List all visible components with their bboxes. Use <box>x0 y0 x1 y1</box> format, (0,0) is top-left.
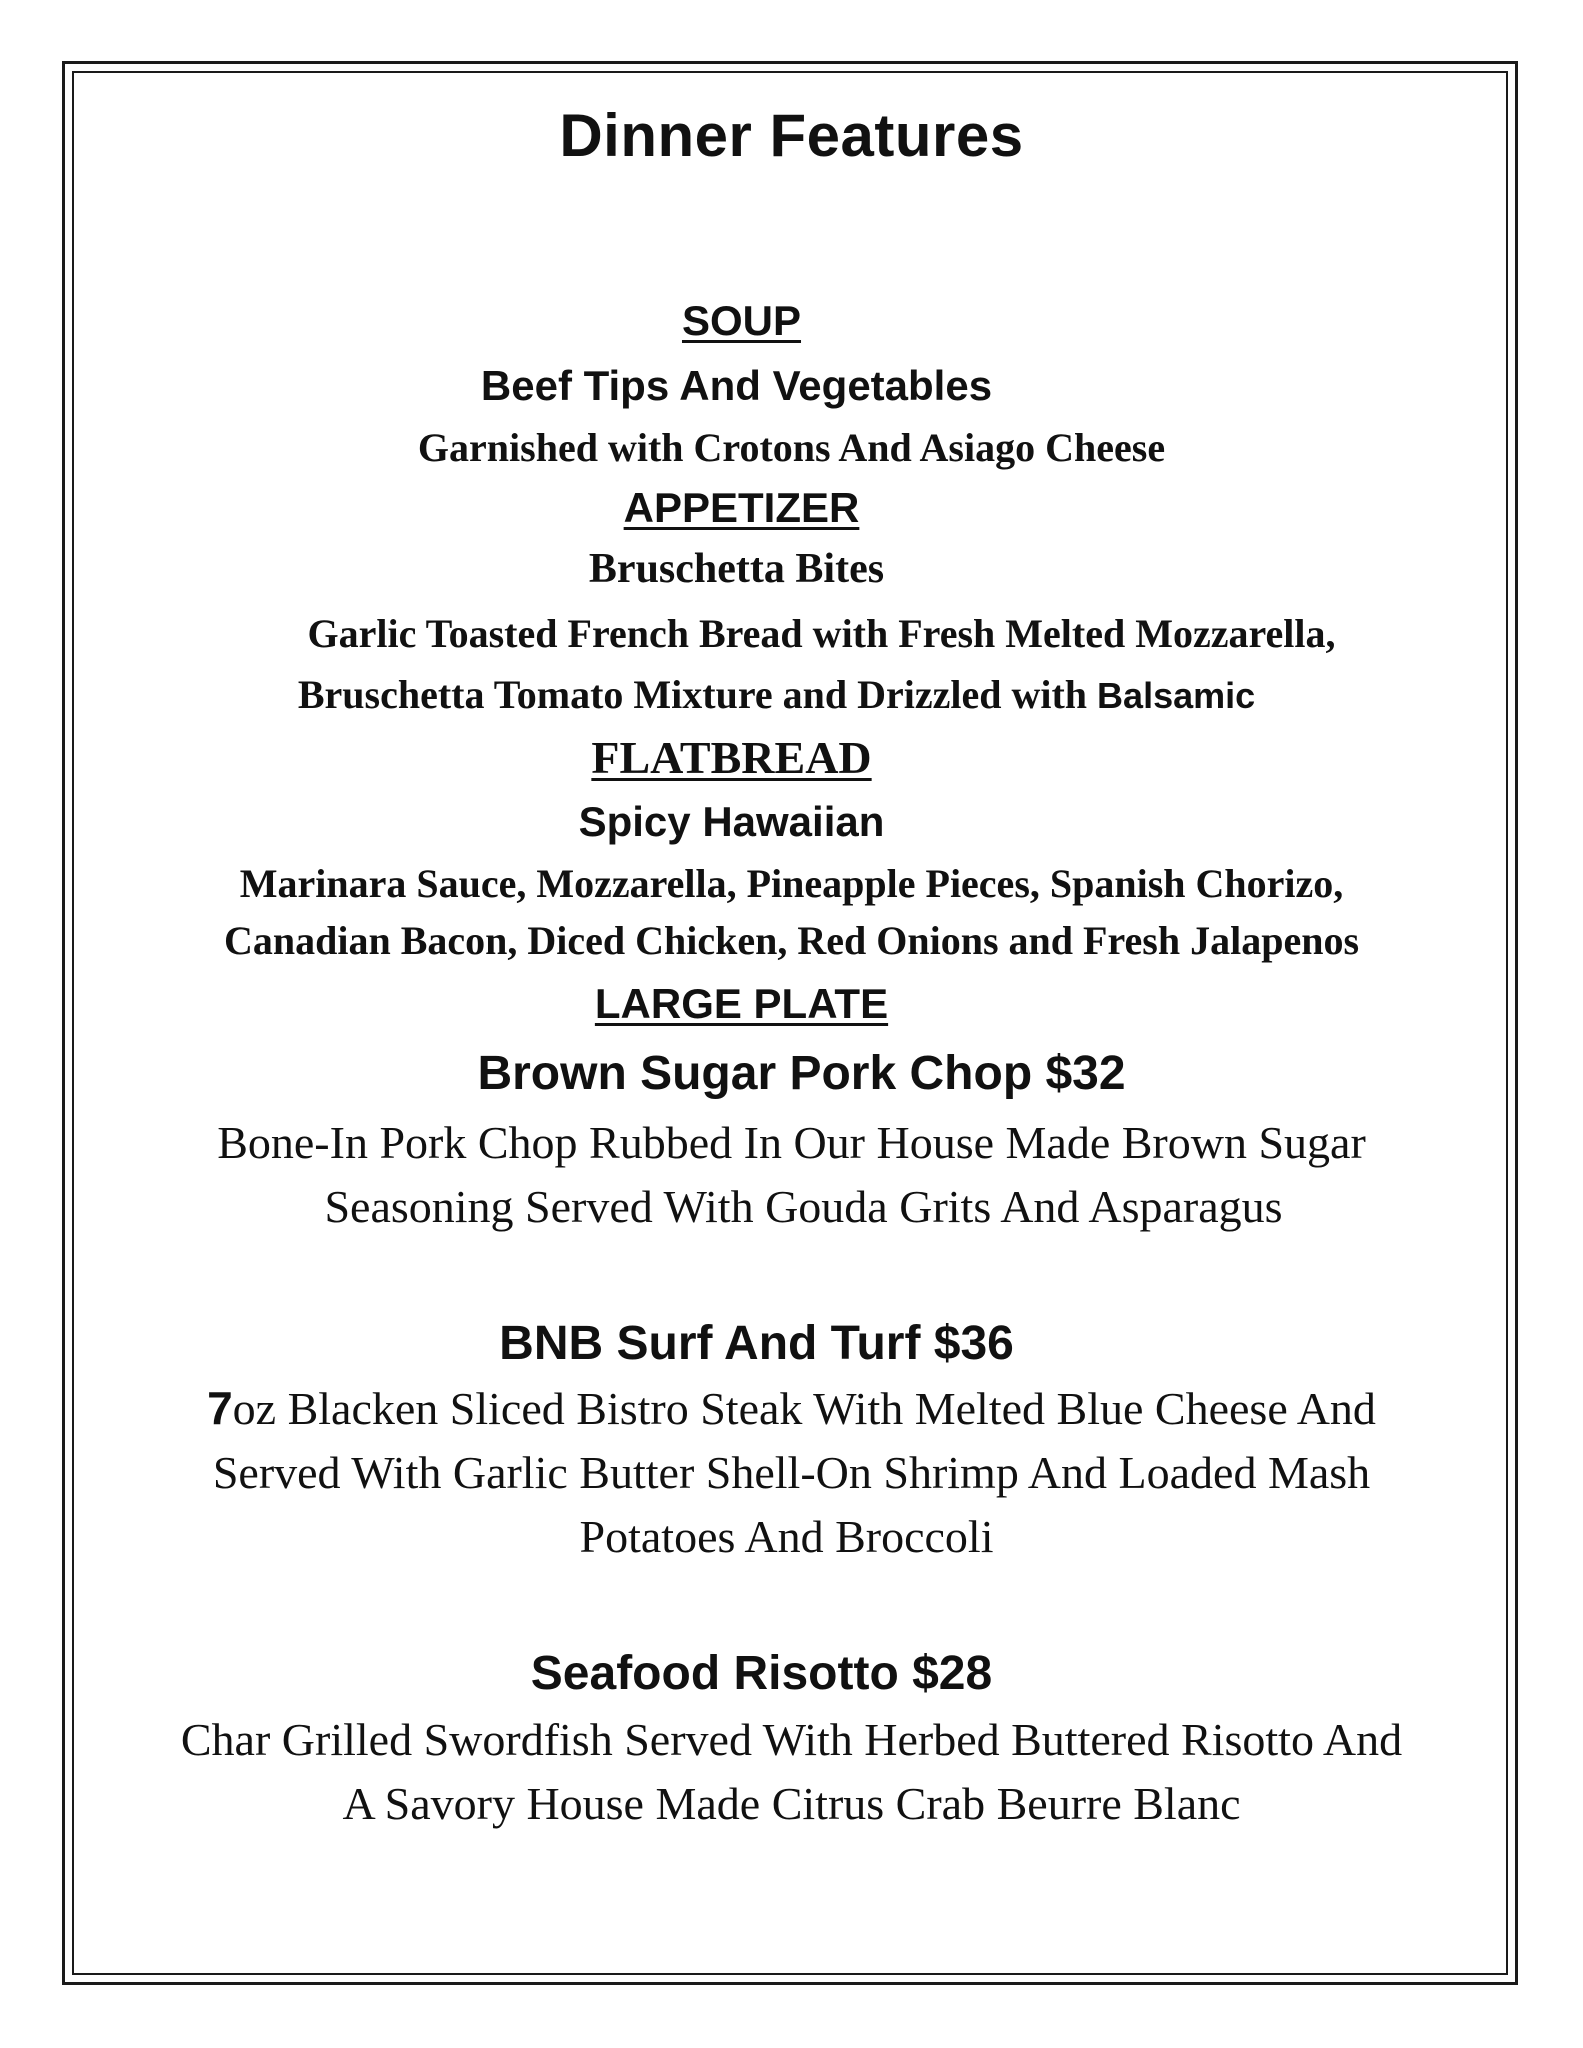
large-plate-item-description: Potatoes And Broccoli <box>579 1511 994 1562</box>
large-plate-item-name: Brown Sugar Pork Chop $32 <box>477 1047 1126 1100</box>
large-plate-item-description: Served With Garlic Butter Shell-On Shrimp And Loaded Mash <box>212 1447 1371 1498</box>
flatbread-description-line2: Canadian Bacon, Diced Chicken, Red Onions and Fresh Jalapenos <box>223 918 1360 963</box>
appetizer-description-line2: Bruschetta Tomato Mixture and Drizzled with Balsamic <box>297 672 1256 717</box>
large-plate-item-description: Char Grilled Swordfish Served With Herbed Buttered Risotto And <box>180 1714 1403 1765</box>
appetizer-dish-name: Bruschetta Bites <box>588 546 885 592</box>
appetizer-description-line1: Garlic Toasted French Bread with Fresh Melted Mozzarella, <box>307 611 1336 656</box>
soup-heading: SOUP <box>681 297 802 344</box>
flatbread-heading: FLATBREAD <box>591 732 872 783</box>
page-title: Dinner Features <box>559 102 1024 169</box>
large-plate-item-name: Seafood Risotto $28 <box>530 1647 993 1700</box>
appetizer-heading: APPETIZER <box>623 484 860 531</box>
balsamic-word: Balsamic <box>1097 675 1256 716</box>
large-plate-item-description: Seasoning Served With Gouda Grits And Asparagus <box>324 1181 1283 1232</box>
large-plate-item-description: Bone-In Pork Chop Rubbed In Our House Made Brown Sugar <box>217 1117 1366 1168</box>
steak-weight-number: 7 <box>207 1382 233 1434</box>
flatbread-dish-name: Spicy Hawaiian <box>578 798 885 845</box>
soup-dish-name: Beef Tips And Vegetables <box>480 362 993 409</box>
flatbread-description-line1: Marinara Sauce, Mozzarella, Pineapple Pieces, Spanish Chorizo, <box>239 861 1344 906</box>
large-plate-item-description: 7oz Blacken Sliced Bistro Steak With Melted Blue Cheese And <box>207 1382 1376 1434</box>
soup-description: Garnished with Crotons And Asiago Cheese <box>417 425 1166 470</box>
large-plate-item-name: BNB Surf And Turf $36 <box>499 1317 1014 1370</box>
large-plate-heading: LARGE PLATE <box>594 980 889 1027</box>
large-plate-item-description: A Savory House Made Citrus Crab Beurre Blanc <box>342 1778 1241 1829</box>
